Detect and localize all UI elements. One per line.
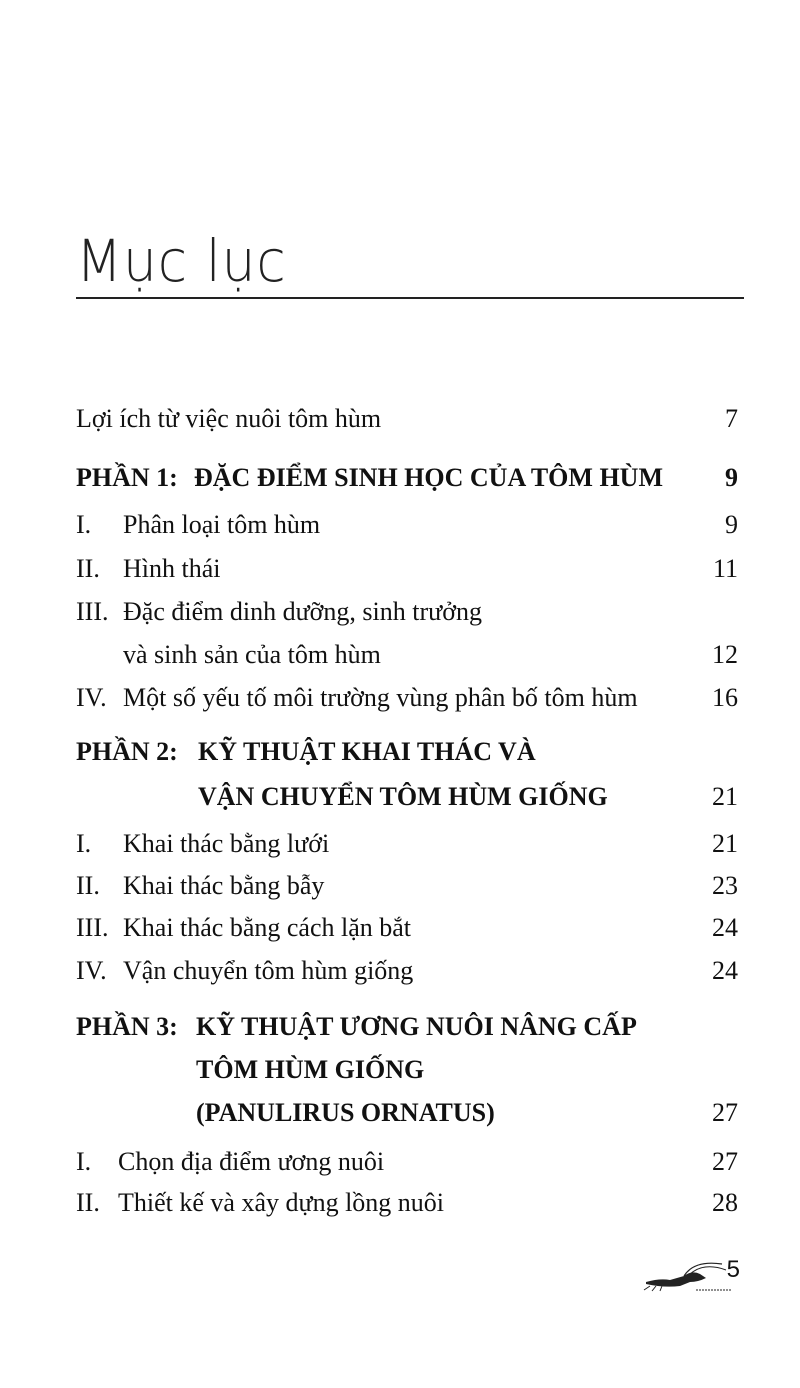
toc-entry-page: 27 xyxy=(712,1098,738,1127)
toc-entry-title: Thiết kế và xây dựng lồng nuôi xyxy=(118,1188,445,1217)
lobster-icon xyxy=(640,1260,732,1296)
toc-entry-title: Khai thác bằng cách lặn bắt xyxy=(123,913,412,942)
part-title: KỸ THUẬT KHAI THÁC VÀ xyxy=(198,737,536,766)
part-title: (PANULIRUS ORNATUS) xyxy=(196,1098,495,1127)
toc-entry-title: và sinh sản của tôm hùm xyxy=(123,640,381,669)
toc-entry-page: 24 xyxy=(712,956,738,985)
toc-entry-number: II. xyxy=(76,871,100,900)
toc-entry-number: III. xyxy=(76,597,109,626)
toc-entry-number: IV. xyxy=(76,956,107,985)
part-title: VẬN CHUYỂN TÔM HÙM GIỐNG xyxy=(198,782,608,811)
toc-entry-title: Vận chuyển tôm hùm giống xyxy=(123,956,414,985)
toc-entry-number: II. xyxy=(76,554,100,583)
toc-entry-title: Hình thái xyxy=(123,554,221,583)
toc-entry-title: Phân loại tôm hùm xyxy=(123,510,321,539)
part-title: TÔM HÙM GIỐNG xyxy=(196,1055,425,1084)
toc-entry-title: Khai thác bằng bẫy xyxy=(123,871,325,900)
page-title: Mục lục xyxy=(76,227,287,295)
toc-entry-page: 28 xyxy=(712,1188,738,1217)
toc-entry-page: 11 xyxy=(712,554,738,583)
toc-entry-title: Lợi ích từ việc nuôi tôm hùm xyxy=(76,404,382,433)
part-title: ĐẶC ĐIỂM SINH HỌC CỦA TÔM HÙM xyxy=(194,463,663,492)
toc-entry-page: 7 xyxy=(725,404,738,433)
toc-entry-number: III. xyxy=(76,913,109,942)
toc-entry-page: 21 xyxy=(712,829,738,858)
toc-entry-number: I. xyxy=(76,1147,92,1176)
toc-entry-title: Chọn địa điểm ương nuôi xyxy=(118,1147,385,1176)
toc-entry-page: 21 xyxy=(712,782,738,811)
page-footer xyxy=(640,1256,760,1296)
toc-entry-title: Một số yếu tố môi trường vùng phân bố tôm hùm xyxy=(123,683,638,712)
toc-entry-page: 23 xyxy=(712,871,738,900)
part-title: KỸ THUẬT ƯƠNG NUÔI NÂNG CẤP xyxy=(196,1012,637,1041)
toc-entry-page: 27 xyxy=(712,1147,738,1176)
toc-entry-page: 12 xyxy=(712,640,738,669)
toc-entry-page: 16 xyxy=(712,683,738,712)
toc-entry-page: 9 xyxy=(725,463,738,492)
toc-entry-page: 9 xyxy=(725,510,738,539)
part-label: PHẦN 2: xyxy=(76,737,178,766)
part-label: PHẦN 1: xyxy=(76,463,178,492)
toc-entry-number: II. xyxy=(76,1188,100,1217)
toc-entry-number: I. xyxy=(76,829,92,858)
toc-entry-number: I. xyxy=(76,510,92,539)
title-underline xyxy=(76,297,744,299)
part-label: PHẦN 3: xyxy=(76,1012,178,1041)
toc-entry-number: IV. xyxy=(76,683,107,712)
toc-entry-title: Đặc điểm dinh dưỡng, sinh trưởng xyxy=(123,597,482,626)
page-number: 5 xyxy=(726,1256,740,1283)
toc-entry-page: 24 xyxy=(712,913,738,942)
toc-entry-title: Khai thác bằng lưới xyxy=(123,829,330,858)
